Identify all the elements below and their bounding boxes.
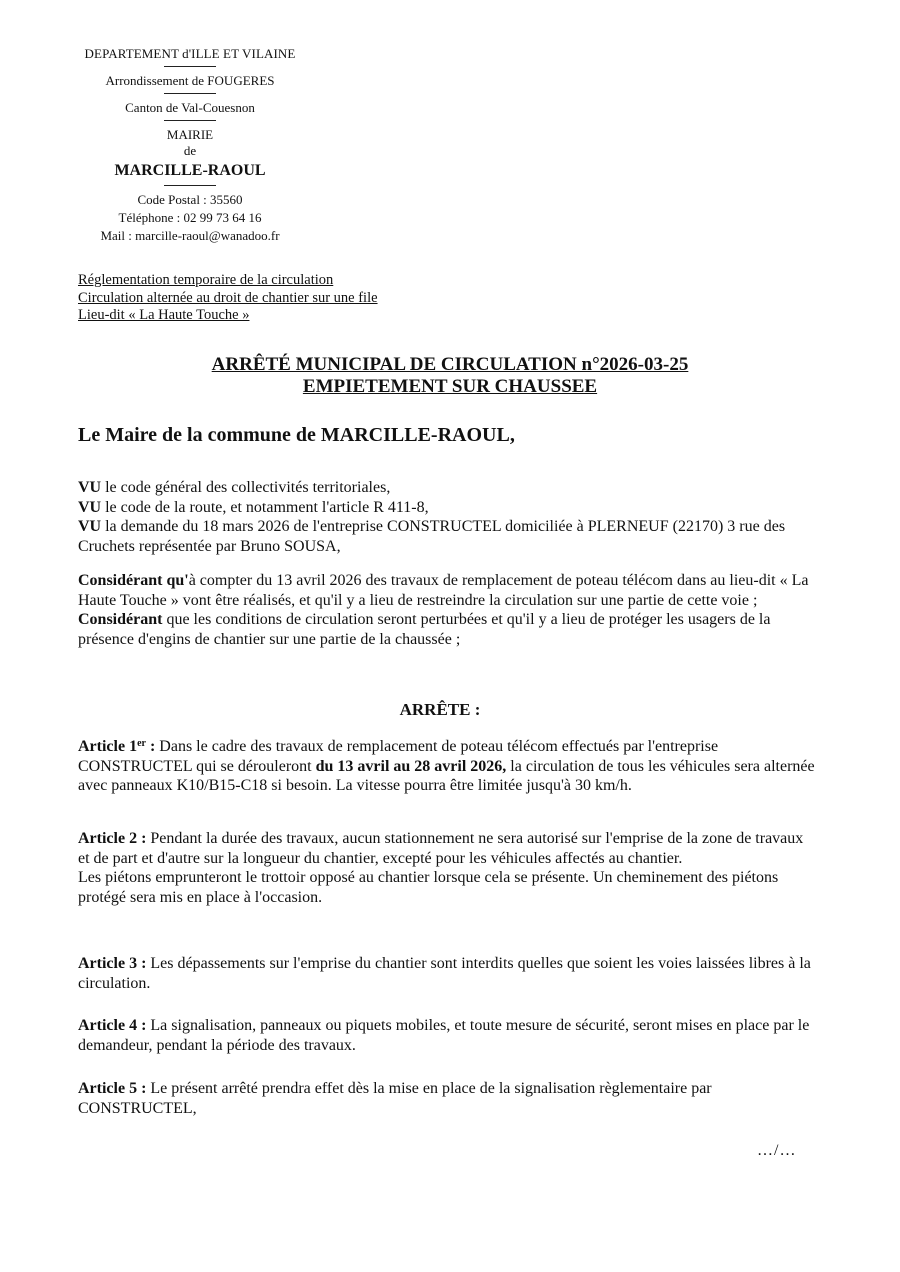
article-label: Article 2 : <box>78 830 147 847</box>
subject-line: Lieu-dit « La Haute Touche » <box>78 307 250 323</box>
arrondissement: Arrondissement de FOUGERES <box>105 73 275 88</box>
code-postal: Code Postal : 35560 <box>137 192 243 207</box>
divider <box>164 120 216 121</box>
article-text: Les dépassements sur l'emprise du chantier sont interdits quelles que soient les voies laissées libres à la circulation. <box>78 955 811 992</box>
subject-line: Réglementation temporaire de la circulation <box>78 272 334 288</box>
considerant-text: que les conditions de circulation seront perturbées et qu'il y a lieu de protéger les usagers de la présence d'engins de chantier sur une partie de la chaussée ; <box>78 611 771 648</box>
subject-lines <box>78 272 378 325</box>
considerant-block <box>78 571 818 649</box>
article-3 <box>78 954 818 993</box>
article-5 <box>78 1079 818 1118</box>
title-line-2: EMPIETEMENT SUR CHAUSSEE <box>302 376 598 397</box>
article-label: Article 5 : <box>78 1080 147 1097</box>
mairie-de: de <box>183 143 197 158</box>
article-text: Dans le cadre des travaux de remplacement de poteau télécom effectués par l'entreprise CONSTRUCTEL qui se dérouleront <box>78 738 719 775</box>
divider <box>164 185 216 186</box>
vu-label: VU <box>78 498 102 516</box>
article-label: Article 3 : <box>78 955 147 972</box>
vu-text: le code de la route, et notamment l'article R 411-8, <box>101 498 429 516</box>
continuation-mark: …/… <box>757 1142 797 1159</box>
article-4 <box>78 1016 818 1055</box>
document-title <box>0 354 900 398</box>
arrete-heading: ARRÊTE : <box>399 700 481 719</box>
article-text: Le présent arrêté prendra effet dès la mise en place de la signalisation règlementaire par CONSTRUCTEL, <box>78 1080 712 1117</box>
canton: Canton de Val-Couesnon <box>125 100 255 115</box>
article-label: Article 4 : <box>78 1017 147 1034</box>
divider <box>164 66 216 67</box>
vu-label: VU <box>78 479 102 496</box>
vu-text: la demande du 18 mars 2026 de l'entreprise CONSTRUCTEL domiciliée à PLERNEUF (22170) 3 rue des Cruchets représentée par Bruno SOUSA, <box>78 518 786 555</box>
vu-block <box>78 478 818 556</box>
vu-label: VU <box>78 518 102 535</box>
mail: Mail : marcille-raoul@wanadoo.fr <box>100 228 280 243</box>
article-dates: du 13 avril au 28 avril 2026, <box>315 757 507 775</box>
article-label: Article 1er : <box>78 738 156 755</box>
vu-line <box>78 498 818 518</box>
article-text: La signalisation, panneaux ou piquets mobiles, et toute mesure de sécurité, seront mises en place par le demandeur, pendant la période des travaux. <box>78 1017 810 1054</box>
article-text: Les piétons emprunteront le trottoir opposé au chantier lorsque cela se présente. Un cheminement des piétons protégé sera mis en place à l'occasion. <box>78 869 779 906</box>
article-1 <box>78 737 818 796</box>
maire-heading: Le Maire de la commune de MARCILLE-RAOUL, <box>78 424 515 446</box>
divider <box>164 93 216 94</box>
considerant-text: à compter du 13 avril 2026 des travaux de remplacement de poteau télécom dans au lieu-dit « La Haute Touche » vont être réalisés, et qu'il y a lieu de restreindre la circulation sur une partie de cette voie ; <box>78 572 809 609</box>
commune-name: MARCILLE-RAOUL <box>114 162 266 179</box>
telephone: Téléphone : 02 99 73 64 16 <box>118 210 262 225</box>
considerant-label: Considérant qu' <box>78 572 189 589</box>
vu-text: le code général des collectivités territoriales, <box>101 479 391 496</box>
title-line-1: ARRÊTÉ MUNICIPAL DE CIRCULATION n°2026-03-25 <box>211 354 689 375</box>
mairie-label: MAIRIE <box>166 127 214 142</box>
considerant-paragraph <box>78 610 818 649</box>
subject-line: Circulation alternée au droit de chantier sur une file <box>78 289 378 306</box>
departement: DEPARTEMENT d'ILLE ET VILAINE <box>84 46 296 61</box>
vu-line <box>78 517 818 556</box>
letterhead <box>60 46 320 244</box>
article-2 <box>78 829 818 907</box>
article-text: la circulation de tous les véhicules sera alternée avec panneaux K10/B15-C18 si besoin. La vitesse pourra être limitée jusqu'à 30 km/h. <box>78 757 815 794</box>
article-text: Pendant la durée des travaux, aucun stationnement ne sera autorisé sur l'emprise de la zone de travaux et de part et d'autre sur la longueur du chantier, excepté pour les véhicules affectés au chantier. <box>78 830 804 867</box>
considerant-paragraph <box>78 571 818 610</box>
considerant-label: Considérant <box>78 611 163 628</box>
vu-line <box>78 478 818 498</box>
